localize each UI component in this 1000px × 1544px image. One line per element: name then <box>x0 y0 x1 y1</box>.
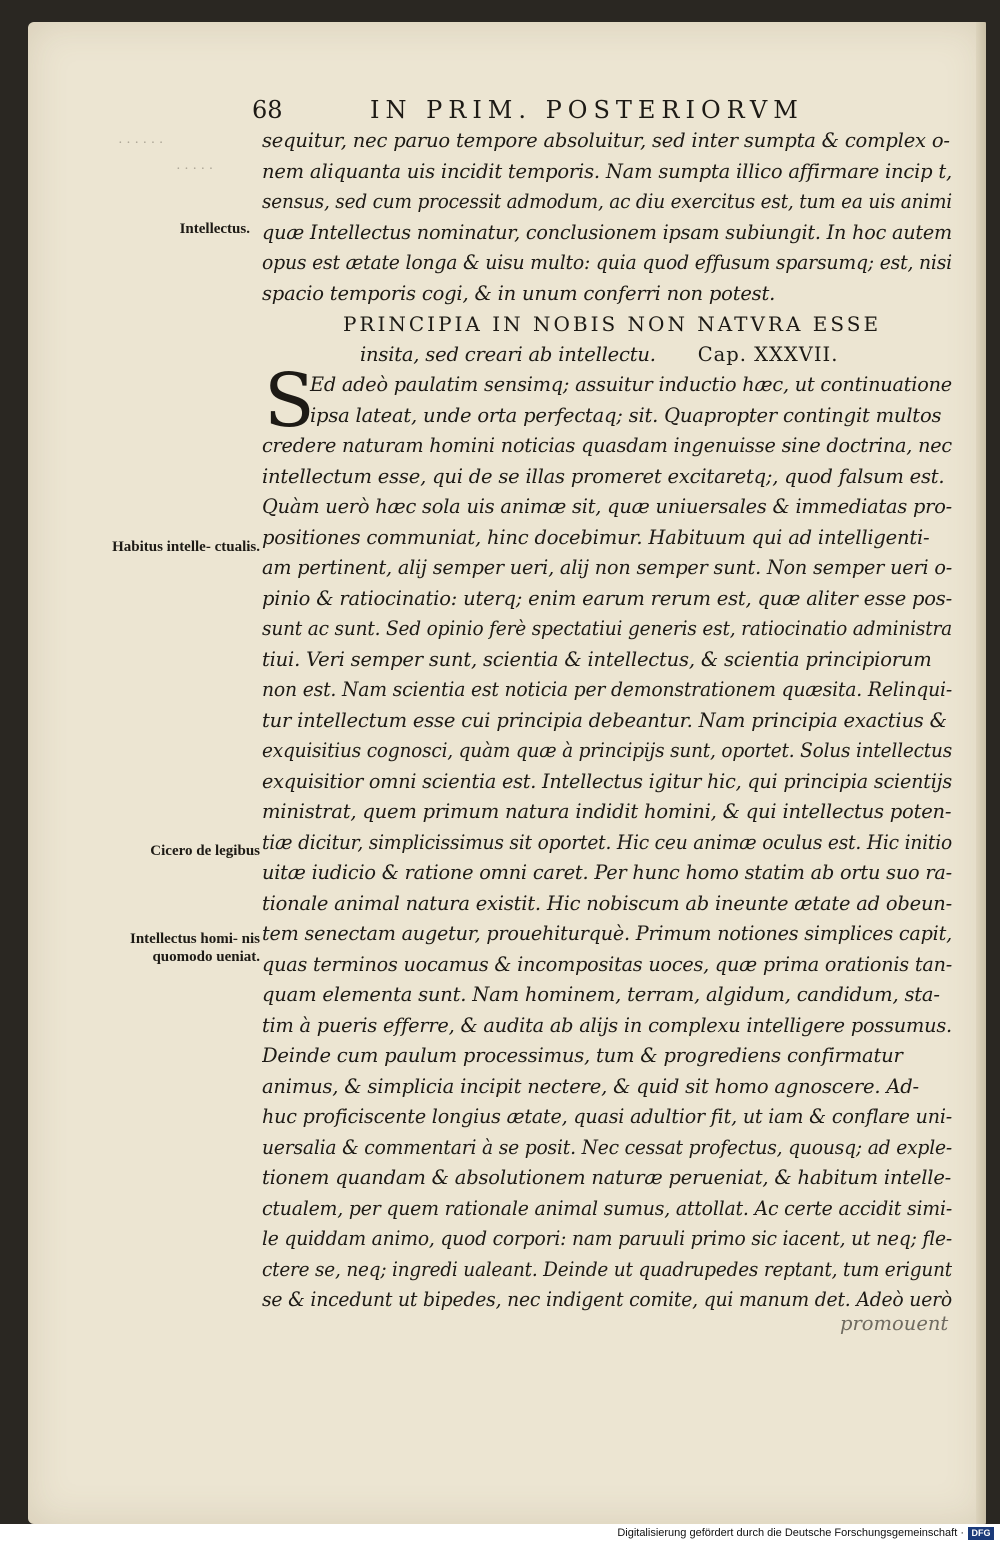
text-line: exquisitius cognosci, quàm quæ à principijs sunt, oportet. Solus intellectus <box>262 739 952 762</box>
catchword: promouent <box>840 1312 949 1335</box>
page-number: 68 <box>252 96 283 124</box>
text-line: Quàm uerò hæc sola uis animæ sit, quæ uniuersales & immediatas pro‐ <box>262 495 952 518</box>
text-line: animus, & simplicia incipit nectere, & quid sit homo agnoscere. Ad‐ <box>262 1074 919 1098</box>
text-line: nem aliquanta uis incidit temporis. Nam sumpta illico affirmare incip t, <box>262 159 952 183</box>
text-line: positiones communiat, hinc docebimur. Habituum qui ad intelligenti‐ <box>262 525 930 549</box>
faint-marginal-mark: · · · · · <box>176 162 214 177</box>
faint-marginal-mark: · · · · · · <box>118 136 164 151</box>
text-line: se & incedunt ut bipedes, nec indigent comite, qui manum det. Adeò uerò <box>262 1288 952 1311</box>
text-line: Ed adeò paulatim sensimq; assuitur inductio hæc, ut continuatione <box>310 373 952 396</box>
text-line: tiui. Veri semper sunt, scientia & intellectus, & scientia principiorum <box>262 647 932 671</box>
text-line: ctualem, per quem rationale animal sumus, attollat. Ac certe accidit simi‐ <box>262 1196 952 1220</box>
main-text-block <box>262 126 952 1316</box>
text-line: am pertinent, alij semper ueri, alij non semper sunt. Non semper ueri o‐ <box>262 556 952 579</box>
text-line: Deinde cum paulum processimus, tum & progrediens confirmatur <box>262 1044 903 1067</box>
page-edge <box>976 22 986 1524</box>
text-line: sensus, sed cum processit admodum, ac diu exercitus est, tum ea uis animi <box>262 190 952 213</box>
text-line: ctere se, neq; ingredi ualeant. Deinde ut quadrupedes reptant, tum erigunt <box>262 1257 952 1281</box>
text-line: huc proficiscente longius ætate, quasi adultior fit, ut iam & conflare uni‐ <box>262 1105 952 1128</box>
text-line: uersalia & commentari à se posit. Nec cessat profectus, quousq; ad exple‐ <box>262 1135 952 1159</box>
text-line: tur intellectum esse cui principia debeantur. Nam principia exactius & <box>262 708 947 732</box>
footer-bar <box>0 1524 1000 1544</box>
text-line: tionale animal natura existit. Hic nobiscum ab ineunte ætate ad obeun‐ <box>262 891 952 915</box>
margin-note-habitus: Habitus intelle‐ ctualis. <box>112 539 260 555</box>
margin-note-cicero: Cicero de legibus <box>150 843 260 859</box>
text-line: non est. Nam scientia est noticia per demonstrationem quæsita. Relinqui‐ <box>262 678 952 701</box>
text-line: ministrat, quem primum natura indidit homini, & qui intellectus poten‐ <box>262 800 952 823</box>
text-line: spacio temporis cogi, & in unum conferri non potest. <box>262 281 776 305</box>
running-title: IN PRIM. POSTERIORVM <box>370 96 804 124</box>
funding-credit: Digitalisierung gefördert durch die Deutsche Forschungsgemeinschaft · <box>617 1527 964 1539</box>
dfg-logo: DFG <box>968 1527 994 1540</box>
chapter-title: PRINCIPIA IN NOBIS NON NATVRA ESSE <box>342 312 882 336</box>
text-line: pinio & ratiocinatio: uterq; enim earum rerum est, quæ aliter esse pos‐ <box>262 586 952 610</box>
text-line: tem senectam augetur, prouehiturquè. Primum notiones simplices capit, <box>262 922 952 945</box>
text-line: tiæ dicitur, simplicissimus sit oportet. Hic ceu animæ oculus est. Hic initio <box>262 830 952 854</box>
chapter-subtitle-text: insita, sed creari ab intellectu. <box>360 343 656 366</box>
text-line: exquisitior omni scientia est. Intellectus igitur hic, qui principia scientijs <box>262 769 952 793</box>
text-line: tionem quandam & absolutionem naturæ perueniat, & habitum intelle‐ <box>262 1166 952 1189</box>
text-line: quas terminos uocamus & incompositas uoces, quæ prima orationis tan‐ <box>262 952 952 976</box>
text-line: uitæ iudicio & ratione omni caret. Per hunc homo statim ab ortu suo ra‐ <box>262 861 952 884</box>
text-line: ipsa lateat, unde orta perfectaq; sit. Quapropter contingit multos <box>310 403 942 427</box>
text-line: le quiddam animo, quod corpori: nam paruuli primo sic iacent, ut neq; fle‐ <box>262 1227 952 1250</box>
text-line: quam elementa sunt. Nam hominem, terram, algidum, candidum, sta‐ <box>262 983 940 1006</box>
text-line: intellectum esse, qui de se illas promeret excitaretq;, quod falsum est. <box>262 464 945 488</box>
drop-capital: S <box>264 358 315 444</box>
margin-note-intellectus: Intellectus. <box>179 221 250 237</box>
text-line: sunt ac sunt. Sed opinio ferè spectatiui generis est, ratiocinatio administra <box>262 617 952 640</box>
text-line: credere naturam homini noticias quasdam ingenuisse sine doctrina, nec <box>262 434 952 457</box>
text-line: opus est ætate longa & uisu multo: quia quod effusum sparsumq; est, nisi <box>262 251 952 274</box>
margin-note-intellectus-hominis: Intellectus homi‐ nis quomodo ueniat. <box>129 931 260 965</box>
text-line: tim à pueris efferre, & audita ab alijs in complexu intelligere possumus. <box>262 1013 952 1037</box>
text-line: sequitur, nec paruo tempore absoluitur, sed inter sumpta & complex o‐ <box>262 129 950 152</box>
chapter-number: Cap. XXXVII. <box>697 343 839 366</box>
chapter-subtitle <box>262 340 952 370</box>
text-line: quæ Intellectus nominatur, conclusionem ipsam subiungit. In hoc autem <box>262 220 952 244</box>
